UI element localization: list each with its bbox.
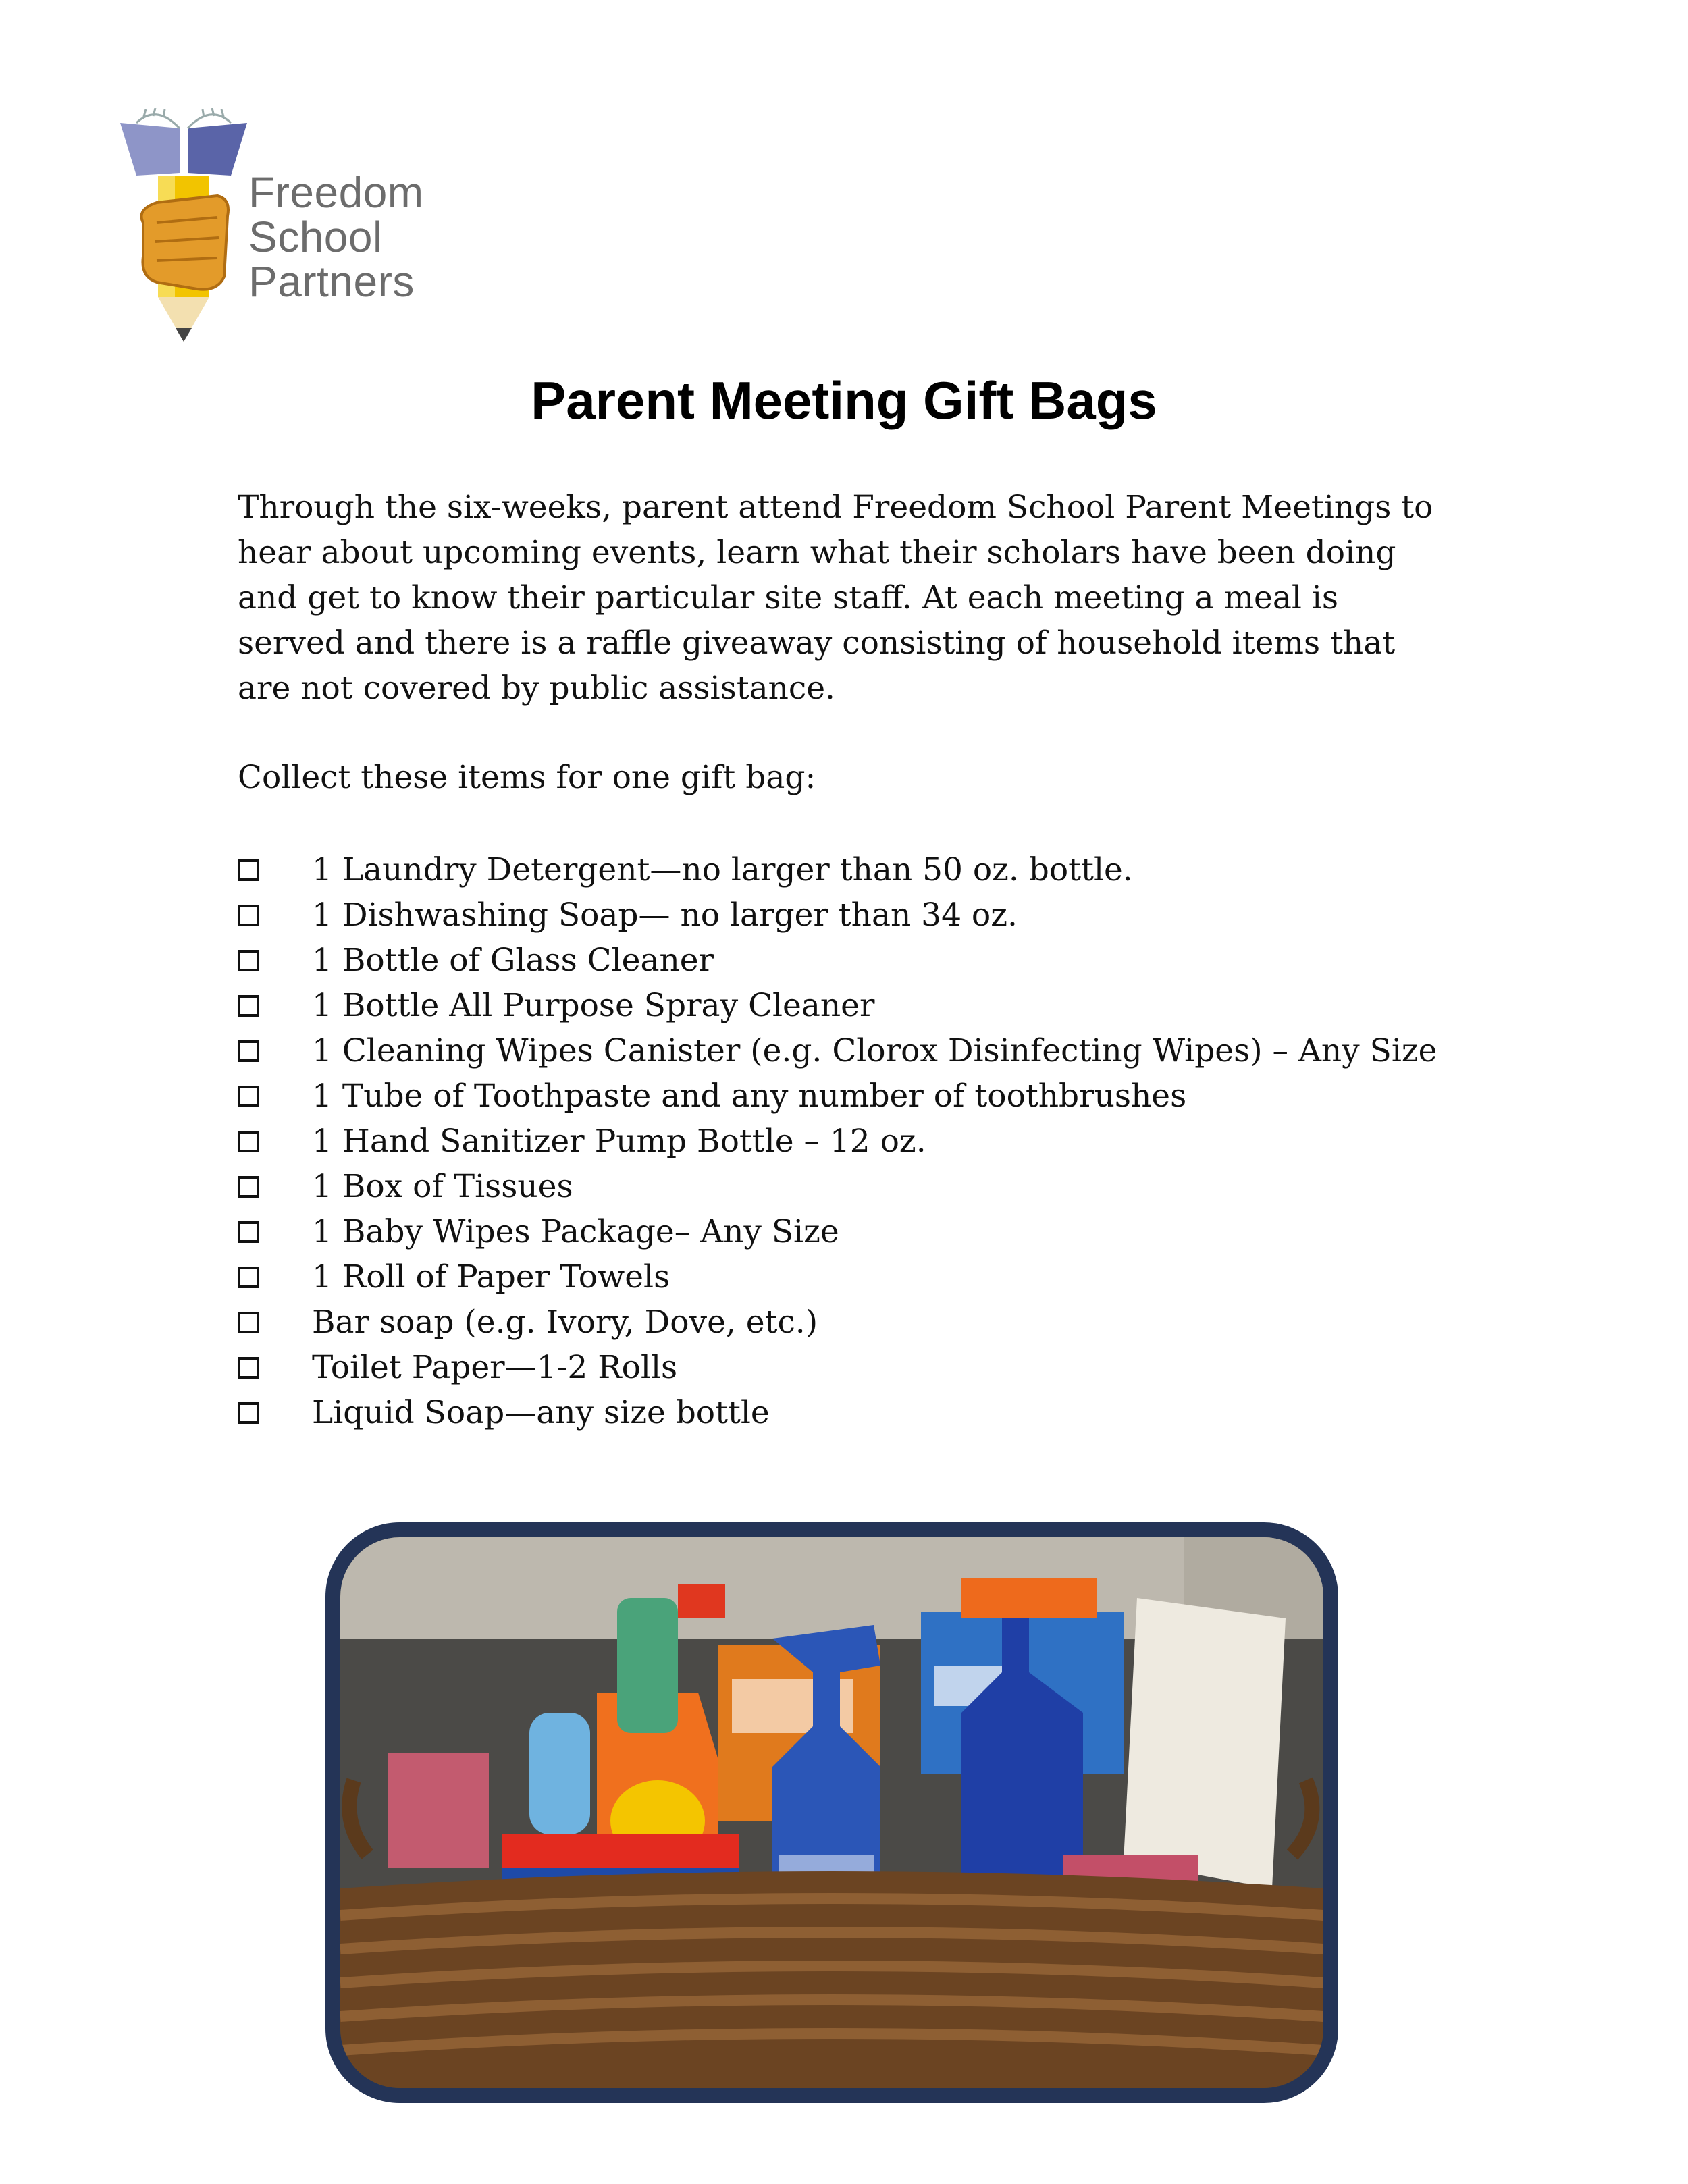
checklist-item-label: 1 Tube of Toothpaste and any number of toothbrushes (312, 1077, 1187, 1115)
checklist-item-label: 1 Hand Sanitizer Pump Bottle – 12 oz. (312, 1123, 926, 1160)
checklist-item-label: 1 Bottle All Purpose Spray Cleaner (312, 987, 875, 1024)
checklist-item-label: Toilet Paper—1-2 Rolls (312, 1349, 678, 1386)
checklist-item (238, 983, 1437, 1028)
logo-wordmark (248, 170, 424, 304)
checklist-item-label: Bar soap (e.g. Ivory, Dove, etc.) (312, 1304, 818, 1341)
checkbox-icon[interactable] (238, 1312, 259, 1333)
checkbox-icon[interactable] (238, 859, 259, 881)
checklist-item (238, 1345, 1437, 1390)
checkbox-icon[interactable] (238, 950, 259, 971)
intro-paragraph: Through the six-weeks, parent attend Freedom School Parent Meetings to hear about upcoming events, learn what their scholars have been doing and get to know their particular site staff. At each meeting a meal is served and there is a raffle giveaway consisting of household items that are not covered by public assistance. (238, 489, 1433, 707)
checkbox-icon[interactable] (238, 1402, 259, 1424)
checklist-item (238, 1390, 1437, 1435)
checklist-item (238, 1164, 1437, 1209)
checklist-item-label: 1 Roll of Paper Towels (312, 1258, 670, 1296)
freedom-school-partners-logo (116, 108, 467, 351)
checkbox-icon[interactable] (238, 1176, 259, 1198)
checkbox-icon[interactable] (238, 1267, 259, 1288)
checkbox-icon[interactable] (238, 1357, 259, 1379)
checklist-item-label: 1 Dishwashing Soap— no larger than 34 oz. (312, 897, 1018, 934)
checkbox-icon[interactable] (238, 1040, 259, 1062)
checkbox-icon[interactable] (238, 905, 259, 926)
checklist-item-label: Liquid Soap—any size bottle (312, 1394, 770, 1431)
logo-line-1: Freedom (248, 168, 424, 217)
checklist-item (238, 1254, 1437, 1300)
checkbox-icon[interactable] (238, 1221, 259, 1243)
checklist-item (238, 893, 1437, 938)
checkbox-icon[interactable] (238, 1086, 259, 1107)
logo-line-3: Partners (248, 257, 415, 306)
checkbox-icon[interactable] (238, 995, 259, 1017)
checklist-item (238, 1073, 1437, 1119)
logo-line-2: School (248, 213, 383, 261)
checkbox-icon[interactable] (238, 1131, 259, 1152)
checklist-item (238, 1209, 1437, 1254)
checklist-item-label: 1 Cleaning Wipes Canister (e.g. Clorox Disinfecting Wipes) – Any Size (312, 1032, 1438, 1069)
checklist-item-label: 1 Bottle of Glass Cleaner (312, 942, 714, 979)
gift-bag-checklist (238, 847, 1437, 1435)
book-fist-pencil-logo-icon (116, 108, 251, 351)
checklist-item (238, 1119, 1437, 1164)
gift-basket-photo-icon (340, 1537, 1323, 2088)
checklist-item (238, 847, 1437, 893)
checklist-item (238, 938, 1437, 983)
checklist-item-label: 1 Box of Tissues (312, 1168, 573, 1205)
checklist-item (238, 1028, 1437, 1073)
gift-basket-photo (325, 1522, 1338, 2103)
checklist-item-label: 1 Laundry Detergent—no larger than 50 oz. bottle. (312, 851, 1133, 888)
page-title: Parent Meeting Gift Bags (531, 371, 1157, 430)
checklist-item-label: 1 Baby Wipes Package– Any Size (312, 1213, 839, 1250)
checklist-item (238, 1300, 1437, 1345)
collect-heading: Collect these items for one gift bag: (238, 759, 816, 796)
